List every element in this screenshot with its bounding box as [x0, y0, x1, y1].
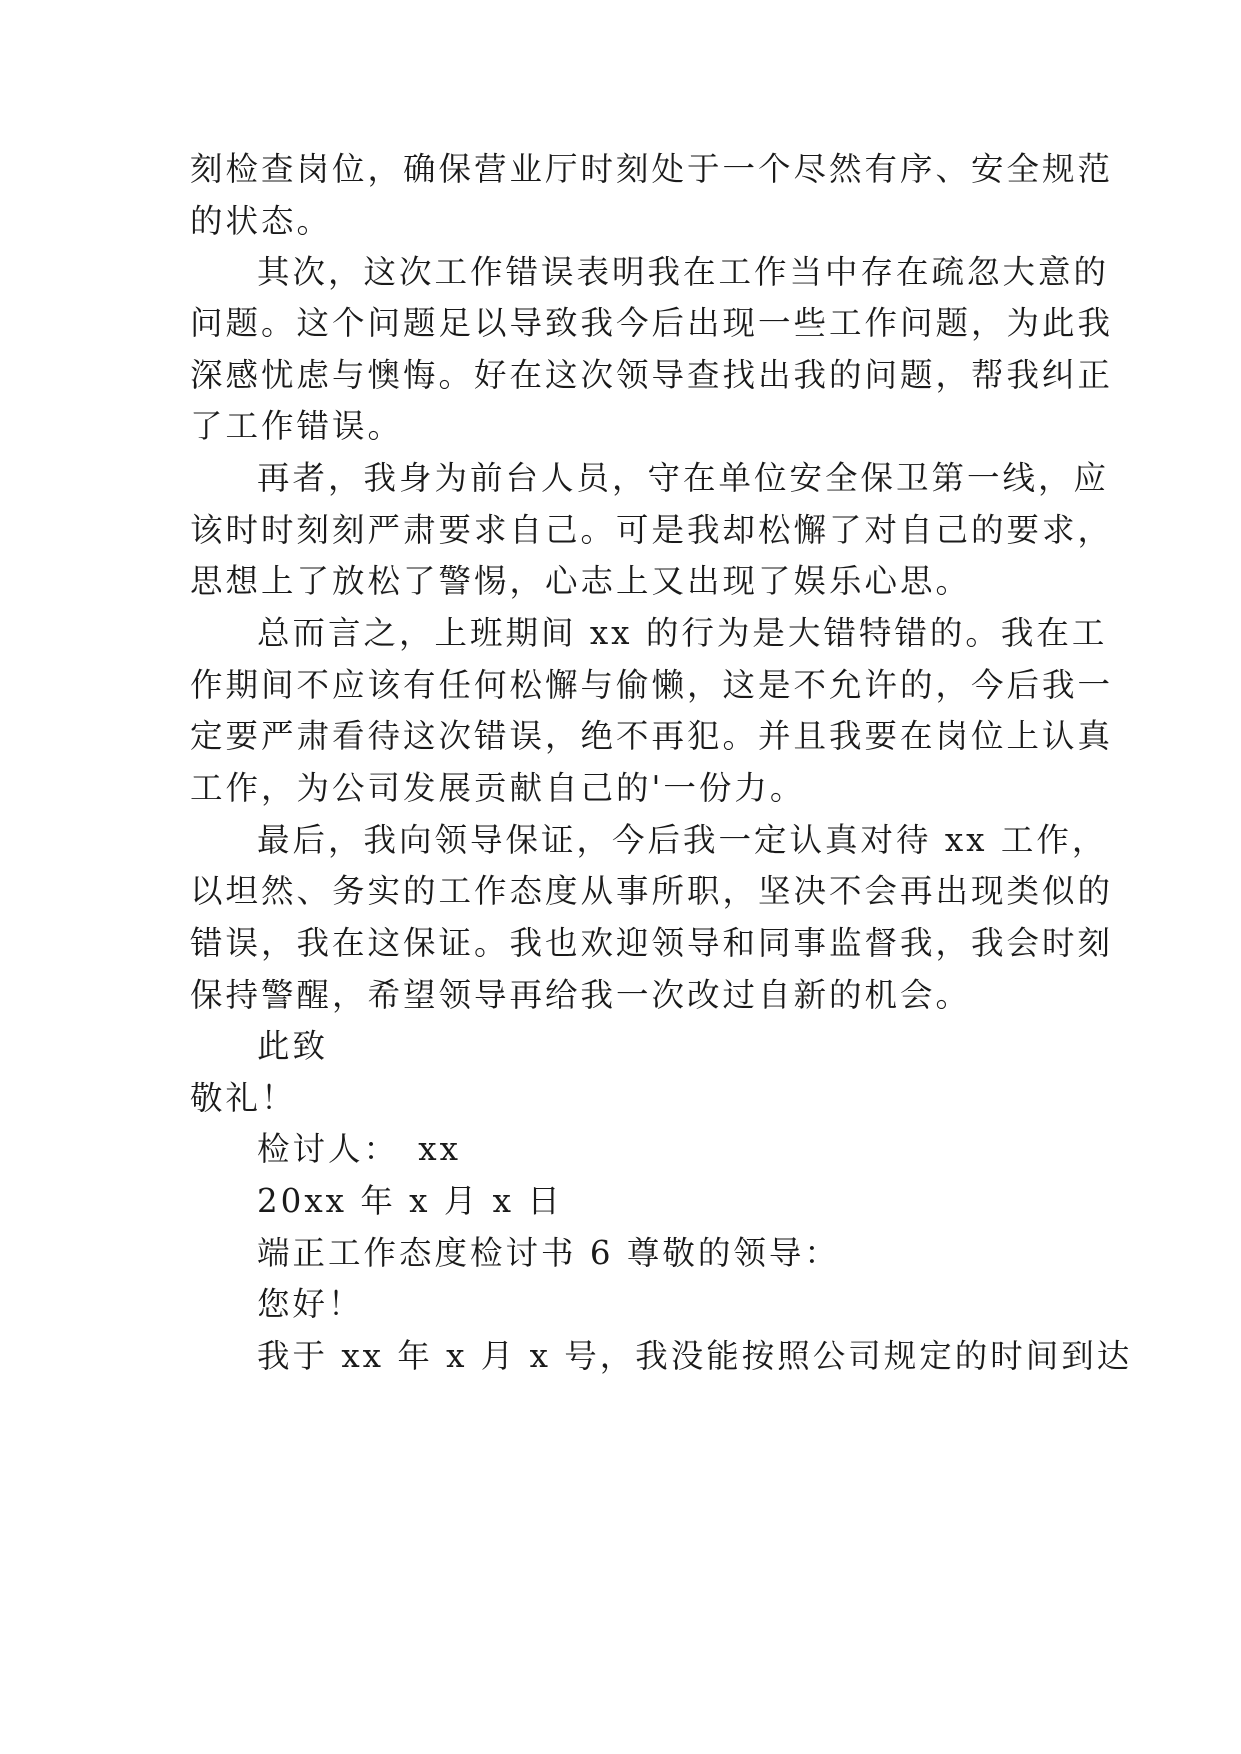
text-line: 刻检查岗位，确保营业厅时刻处于一个尽然有序、安全规范	[190, 150, 1114, 188]
date-line: 20xx 年 x 月 x 日	[257, 1182, 563, 1220]
text-line: 问题。这个问题足以导致我今后出现一些工作问题，为此我	[190, 304, 1114, 342]
text-line: 保持警醒，希望领导再给我一次改过自新的机会。	[190, 976, 972, 1014]
text-line: 我于 xx 年 x 月 x 号，我没能按照公司规定的时间到达	[257, 1337, 1133, 1375]
text-line: 的状态。	[190, 202, 333, 240]
text-line: 工作，为公司发展贡献自己的'一份力。	[190, 769, 806, 807]
signature-line: 检讨人： xx	[257, 1130, 461, 1168]
text-line: 总而言之，上班期间 xx 的行为是大错特错的。我在工	[257, 614, 1108, 652]
text-line: 思想上了放松了警惕，心志上又出现了娱乐心思。	[190, 562, 972, 600]
section-heading: 端正工作态度检讨书 6 尊敬的领导：	[257, 1234, 840, 1272]
text-line: 作期间不应该有任何松懈与偷懒，这是不允许的，今后我一	[190, 666, 1114, 704]
text-line: 定要严肃看待这次错误，绝不再犯。并且我要在岗位上认真	[190, 717, 1114, 755]
text-line: 该时时刻刻严肃要求自己。可是我却松懈了对自己的要求，	[190, 511, 1114, 549]
text-line: 其次，这次工作错误表明我在工作当中存在疏忽大意的	[257, 253, 1110, 291]
closing-regards: 敬礼！	[190, 1079, 297, 1117]
text-line: 深感忧虑与懊悔。好在这次领导查找出我的问题，帮我纠正	[190, 356, 1114, 394]
text-line: 再者，我身为前台人员，守在单位安全保卫第一线，应	[257, 459, 1110, 497]
greeting: 您好！	[257, 1285, 364, 1323]
text-line: 最后，我向领导保证，今后我一定认真对待 xx 工作，	[257, 821, 1108, 859]
text-line: 错误，我在这保证。我也欢迎领导和同事监督我，我会时刻	[190, 924, 1114, 962]
text-line: 以坦然、务实的工作态度从事所职，坚决不会再出现类似的	[190, 872, 1114, 910]
text-line: 了工作错误。	[190, 407, 404, 445]
closing-salutation: 此致	[257, 1027, 329, 1065]
